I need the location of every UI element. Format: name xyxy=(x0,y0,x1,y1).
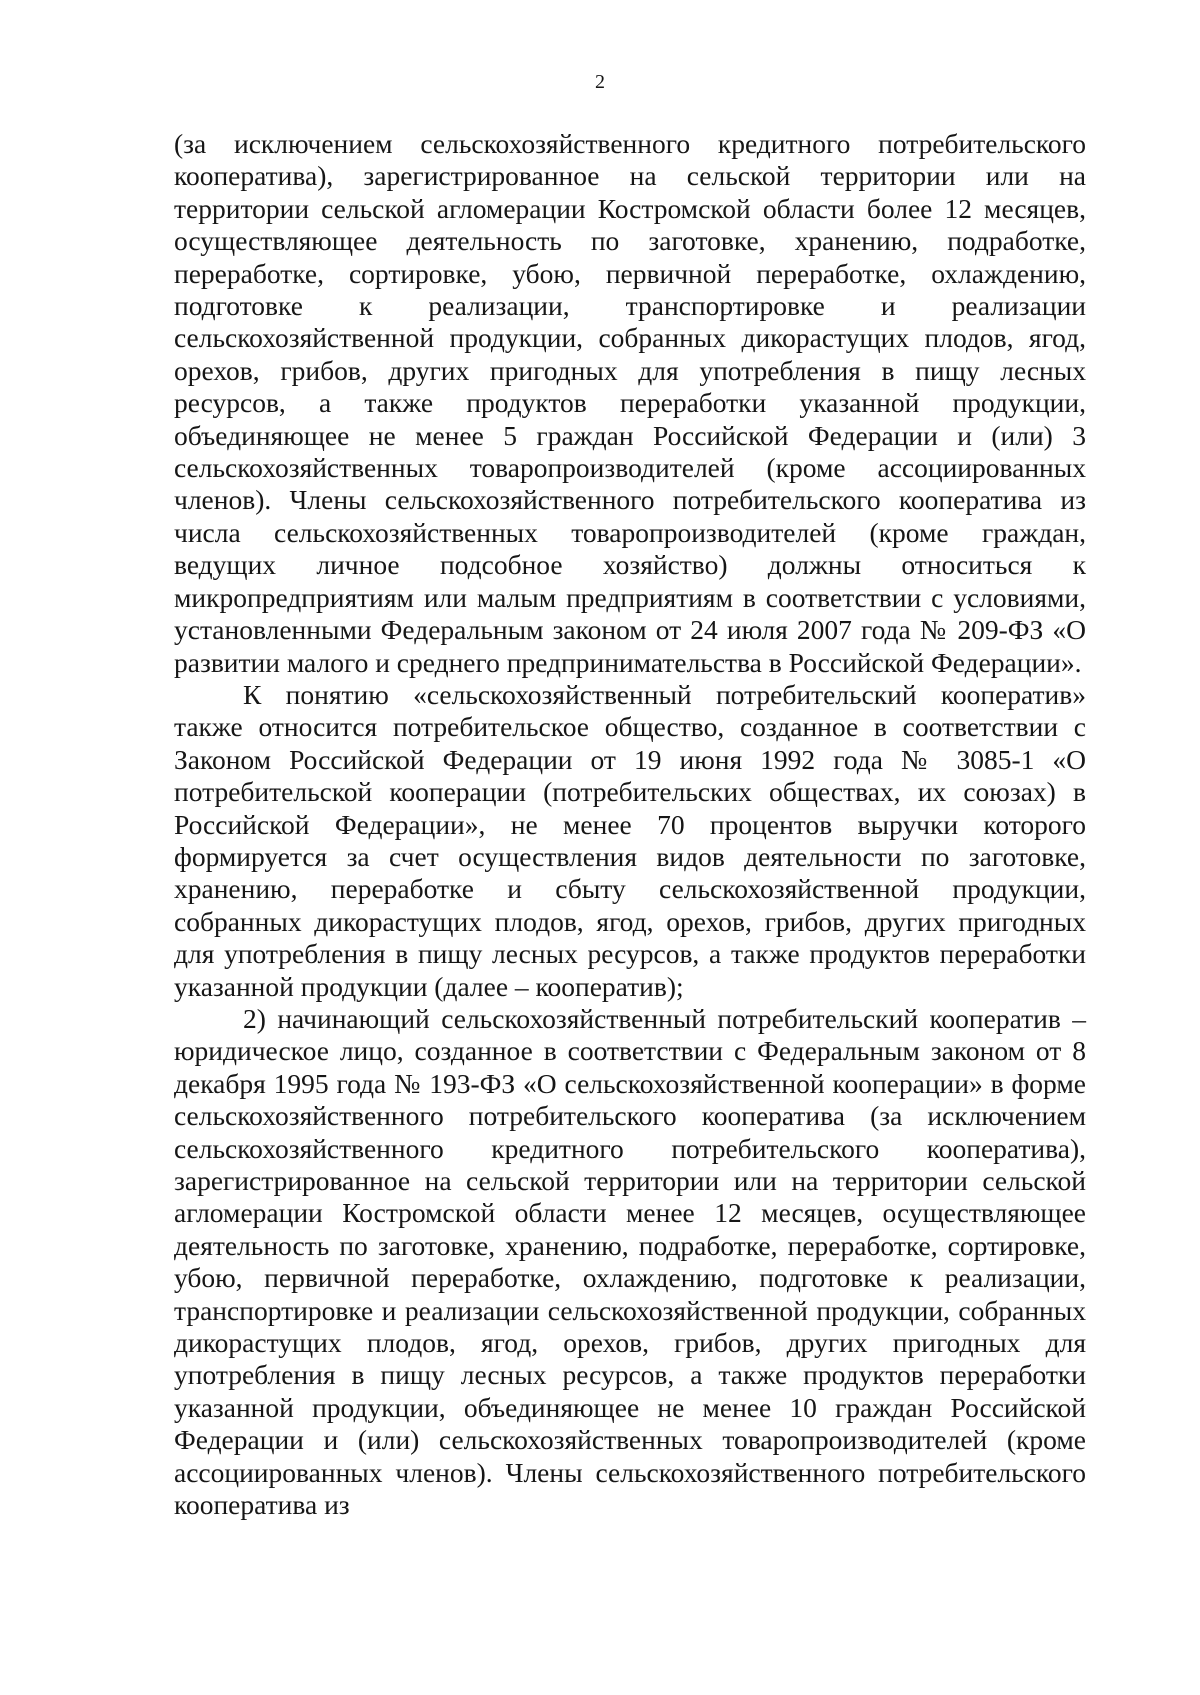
paragraph-item-2: 2) начинающий сельскохозяйственный потребительский кооператив – юридическое лицо, созданное в соответствии с Федеральным законом от 8 декабря 1995 года № 193-ФЗ «О сельскохозяйственной кооперации» в форме сельскохозяйственного потребительского кооператива (за исключением сельскохозяйственного кредитного потребительского кооператива), зарегистрированное на сельской территории или на территории сельской агломерации Костромской области менее 12 месяцев, осуществляющее деятельность по заготовке, хранению, подработке, переработке, сортировке, убою, первичной переработке, охлаждению, подготовке к реализации, транспортировке и реализации сельскохозяйственной продукции, собранных дикорастущих плодов, ягод, орехов, грибов, других пригодных для употребления в пищу лесных ресурсов, а также продуктов переработки указанной продукции, объединяющее не менее 10 граждан Российской Федерации и (или) сельскохозяйственных товаропроизводителей (кроме ассоциированных членов). Члены сельскохозяйственного потребительского кооператива из xyxy=(174,1002,1086,1521)
document-body xyxy=(174,128,1086,1521)
page-number: 2 xyxy=(595,71,605,93)
paragraph-continuation: (за исключением сельскохозяйственного кредитного потребительского кооператива), зарегистрированное на сельской территории или на территории сельской агломерации Костромской области более 12 месяцев, осуществляющее деятельность по заготовке, хранению, подработке, переработке, сортировке, убою, первичной переработке, охлаждению, подготовке к реализации, транспортировке и реализации сельскохозяйственной продукции, собранных дикорастущих плодов, ягод, орехов, грибов, других пригодных для употребления в пищу лесных ресурсов, а также продуктов переработки указанной продукции, объединяющее не менее 5 граждан Российской Федерации и (или) 3 сельскохозяйственных товаропроизводителей (кроме ассоциированных членов). Члены сельскохозяйственного потребительского кооператива из числа сельскохозяйственных товаропроизводителей (кроме граждан, ведущих личное подсобное хозяйство) должны относиться к микропредприятиям или малым предприятиям в соответствии с условиями, установленными Федеральным законом от 24 июля 2007 года № 209-ФЗ «О развитии малого и среднего предпринимательства в Российской Федерации». xyxy=(174,128,1086,678)
paragraph-cooperative-definition: К понятию «сельскохозяйственный потребительский кооператив» также относится потребительское общество, созданное в соответствии с Законом Российской Федерации от 19 июня 1992 года № 3085-1 «О потребительской кооперации (потребительских обществах, их союзах) в Российской Федерации», не менее 70 процентов выручки которого формируется за счет осуществления видов деятельности по заготовке, хранению, переработке и сбыту сельскохозяйственной продукции, собранных дикорастущих плодов, ягод, орехов, грибов, других пригодных для употребления в пищу лесных ресурсов, а также продуктов переработки указанной продукции (далее – кооператив); xyxy=(174,678,1086,1002)
